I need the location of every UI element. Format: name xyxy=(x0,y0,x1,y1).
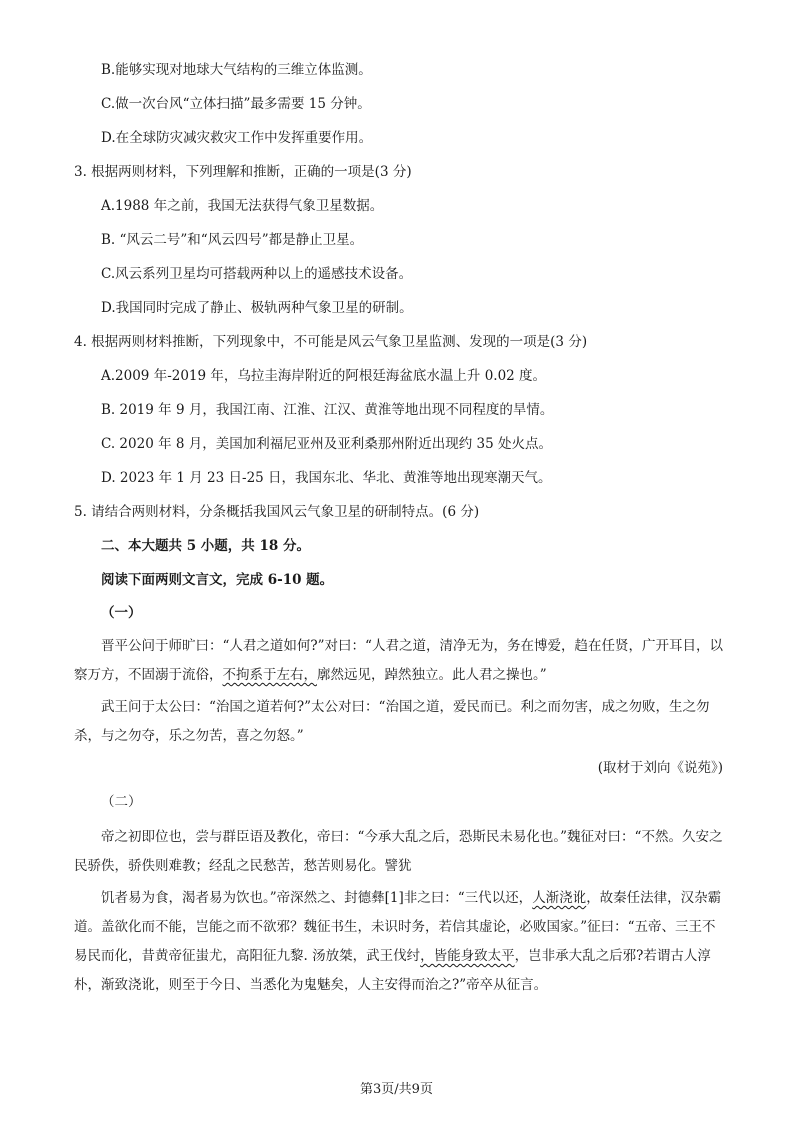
q4-stem: 4. 根据两则材料推断，下列现象中，不可能是风云气象卫星监测、发现的一项是(3 分) xyxy=(74,334,588,350)
passage2-p2-text: 饥者易为食，渴者易为饮也。”帝深然之、封德彝[1]非之曰：“三代以还， xyxy=(101,890,533,906)
q2-option-b: B.能够实现对地球大气结构的三维立体监测。 xyxy=(101,62,372,78)
passage1-p1-text-end: 廓然远见，踔然独立。此人君之操也。” xyxy=(317,667,547,683)
q5-stem: 5. 请结合两则材料，分条概括我国风云气象卫星的研制特点。(6 分) xyxy=(74,504,480,520)
q2-option-d: D.在全球防灾减灾救灾工作中发挥重要作用。 xyxy=(101,130,373,146)
q3-option-b: B. “风云二号”和“风云四号”都是静止卫星。 xyxy=(101,232,364,248)
passage2-p2-text-end: ，岂非承大乱之后邪?若谓古人淳朴，渐致浇讹，则至于今日、当悉化为鬼魅矣，人主安得而治之?”帝卒从征言。 xyxy=(74,948,711,993)
passage2-paragraph2 xyxy=(74,884,724,1000)
passage1-p1-text: 晋平公问于师旷曰：“人君之道如何?”对曰：“人君之道，清净无为，务在博爱，趋在任贤，广开耳目，以察万方，不固溺于流俗， xyxy=(74,638,723,683)
q3-stem: 3. 根据两则材料，下列理解和推断，正确的一项是(3 分) xyxy=(74,164,412,180)
q3-option-d: D.我国同时完成了静止、极轨两种气象卫星的研制。 xyxy=(101,300,413,316)
passage2-p2-text-mid: ，故秦任法律，汉杂霸道。盖欲化而不能，岂能之而不欲邪？魏征书生，未识时务，若信其虚论，必败国家。”征曰：“五帝、三王不易民而化，昔黄帝征蚩尤，高阳征九黎. 汤放桀，武王伐纣 xyxy=(74,890,722,964)
q3-option-a: A.1988 年之前，我国无法获得气象卫星数据。 xyxy=(101,198,384,214)
passage1-source: (取材于刘向《说苑》) xyxy=(597,760,723,776)
underlined-phrase: 不拘系于左右， xyxy=(222,667,317,683)
q4-option-d: D. 2023 年 1 月 23 日-25 日，我国东北、华北、黄淮等地出现寒潮天气。 xyxy=(101,470,552,486)
passage2-paragraph1: 帝之初即位也，尝与群臣语及教化，帝曰：“今承大乱之后，恐斯民未易化也。”魏征对曰：“不然。久安之民骄佚，骄佚则难教；经乱之民愁苦，愁苦则易化。譬犹 xyxy=(74,829,723,874)
q3-option-c: C.风云系列卫星均可搭载两种以上的遥感技术设备。 xyxy=(101,266,413,282)
passage1-label: （一） xyxy=(101,605,142,621)
underlined-phrase-2: ，皆能身致太平 xyxy=(420,948,515,964)
q4-option-a: A.2009 年-2019 年，乌拉圭海岸附近的阿根廷海盆底水温上升 0.02 度。 xyxy=(101,368,547,384)
passage1-paragraph1 xyxy=(74,632,724,690)
q2-option-c: C.做一次台风“立体扫描”最多需要 15 分钟。 xyxy=(101,96,371,112)
section-instruction: 阅读下面两则文言文，完成 6-10 题。 xyxy=(101,572,334,588)
q4-option-c: C. 2020 年 8 月，美国加利福尼亚州及亚利桑那州附近出现约 35 处火点。 xyxy=(101,436,553,452)
passage1-paragraph2: 武王问于太公曰：“治国之道若何?”太公对曰：“治国之道，爱民而已。利之而勿害，成之勿败，生之勿杀，与之勿夺，乐之勿苦，喜之勿怒。” xyxy=(74,699,710,744)
passage2-label: （二） xyxy=(101,794,142,810)
q4-option-b: B. 2019 年 9 月，我国江南、江淮、江汉、黄淮等地出现不同程度的旱情。 xyxy=(101,402,554,418)
underlined-phrase-1: 人渐浇讹 xyxy=(532,890,587,906)
page-number: 第3页/共9页 xyxy=(360,1082,433,1097)
section-heading: 二、本大题共 5 小题，共 18 分。 xyxy=(101,538,310,554)
